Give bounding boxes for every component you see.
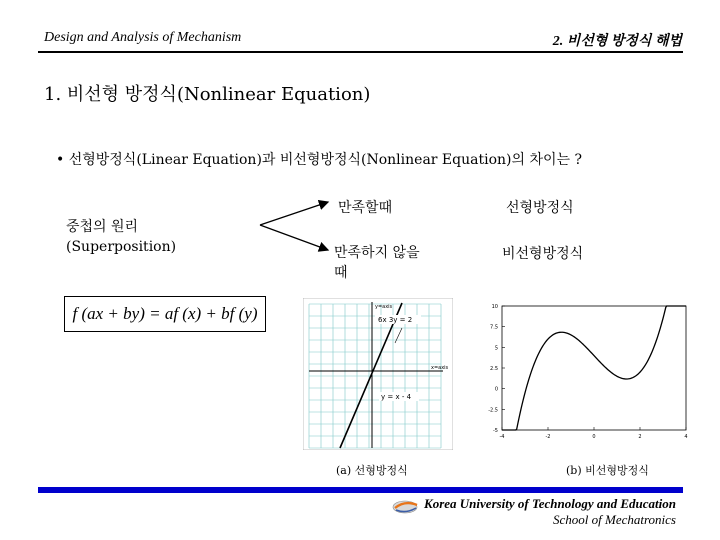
arrow-not-satisfied — [260, 225, 328, 250]
superposition-line-english: (Superposition) — [66, 239, 177, 255]
y-tick-label: -2.5 — [488, 407, 498, 414]
x-tick-label: 4 — [684, 434, 688, 440]
graph-linear-y-axis-label: y=axis — [375, 304, 393, 310]
y-tick-label: 2.5 — [490, 366, 498, 372]
y-tick-label: 10 — [491, 304, 498, 310]
branch-arrows — [258, 198, 338, 258]
header-chapter-title: 2. 비선형 방정식 해법 — [552, 34, 682, 49]
header-course-title: Design and Analysis of Mechanism — [44, 30, 242, 45]
label-not-satisfied — [334, 243, 420, 283]
label-not-satisfied-line1: 만족하지 않을 — [334, 245, 420, 261]
y-tick-label: 7.5 — [490, 324, 498, 331]
y-tick-label: 0 — [494, 386, 498, 393]
superposition-label — [66, 217, 176, 257]
footer-school: School of Mechatronics — [553, 512, 676, 527]
label-linear-equation: 선형방정식 — [506, 200, 574, 216]
y-tick-label: 5 — [494, 345, 498, 352]
graph-linear-eq-2: y = x - 4 — [381, 393, 412, 401]
x-tick-label: -4 — [499, 434, 505, 440]
slide-title: 1. 비선형 방정식(Nonlinear Equation) — [44, 84, 371, 105]
superposition-line-korean: 중첩의 원리 — [66, 219, 139, 235]
footer-bar — [38, 487, 683, 493]
graph-nonlinear — [474, 298, 690, 448]
graph-linear-eq-1: 6x 3y = 2 — [378, 316, 413, 324]
label-nonlinear-equation: 비선형방정식 — [502, 246, 584, 262]
arrow-satisfied — [260, 202, 328, 225]
superposition-formula: f (ax + by) = af (x) + bf (y) — [64, 296, 266, 332]
graph-linear — [303, 298, 453, 450]
y-tick-label: -5 — [493, 428, 498, 434]
bullet-question: • 선형방정식(Linear Equation)과 비선형방정식(Nonlinear Equation)의 차이는 ? — [56, 152, 582, 168]
x-tick-label: 2 — [638, 434, 642, 440]
label-satisfied: 만족할때 — [338, 200, 393, 216]
x-tick-label: -2 — [545, 434, 551, 440]
label-not-satisfied-line2: 때 — [334, 265, 348, 281]
footer-university: Korea University of Technology and Education — [424, 496, 676, 511]
graph-linear-x-axis-label: x=axis — [431, 365, 449, 371]
university-logo-icon — [392, 499, 422, 515]
x-tick-label: 0 — [592, 434, 596, 440]
caption-graph-nonlinear: (b) 비선형방정식 — [566, 464, 649, 477]
caption-graph-linear: (a) 선형방정식 — [336, 464, 408, 477]
graph-nonlinear-frame — [502, 306, 686, 430]
header-divider — [38, 51, 683, 53]
